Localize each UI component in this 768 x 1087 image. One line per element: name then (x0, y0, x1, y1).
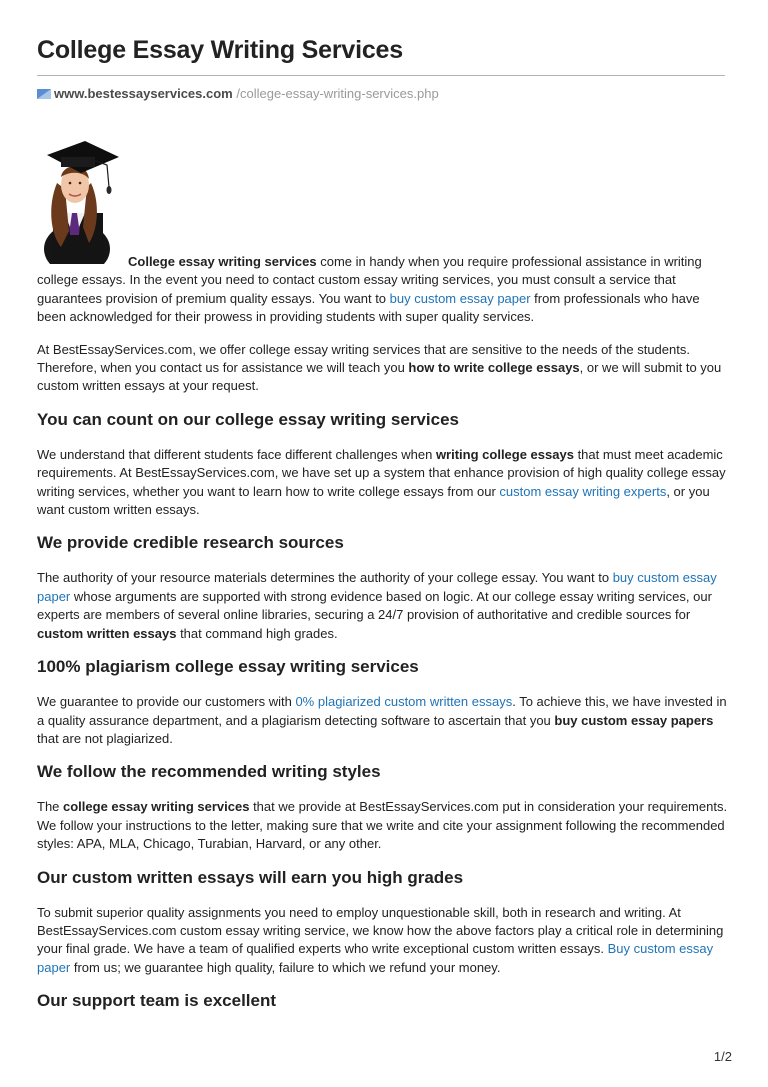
section-heading: We provide credible research sources (37, 533, 344, 553)
paragraph (37, 253, 732, 327)
graduate-photo (37, 127, 125, 264)
section-heading: Our support team is excellent (37, 991, 277, 1011)
text: that are not plagiarized. (37, 730, 173, 746)
emphasis: college essay writing services (63, 799, 250, 815)
buy-custom-essay-paper-link[interactable]: buy custom essay paper (37, 570, 717, 604)
text: To submit superior quality assignments you need to employ unquestionable skill, both in research and writing. At BestEssayServices.com custom essay writing service, we know how the above factors play a critical role in determining your final grade. We have a team of qualified experts who write exceptional custom written essays. (37, 904, 724, 957)
text: from professionals who have been acknowledged for their prowess in providing students with super quality services. (37, 290, 700, 325)
custom-essay-writing-experts-link[interactable]: custom essay writing experts (499, 483, 667, 499)
paragraph (37, 798, 732, 853)
emphasis: buy custom essay papers (554, 712, 714, 728)
paragraph (37, 341, 732, 396)
buy-custom-essay-paper-link[interactable]: buy custom essay paper (389, 290, 531, 306)
link-icon (37, 89, 51, 99)
emphasis: writing college essays (435, 446, 574, 462)
paragraph (37, 904, 732, 978)
title-divider (37, 75, 725, 76)
text: The authority of your resource materials determines the authority of your college essay. You want to (37, 570, 613, 586)
article-body (37, 253, 732, 1027)
paragraph (37, 569, 732, 643)
text: We guarantee to provide our customers with (37, 694, 296, 710)
page-title: College Essay Writing Services (37, 36, 403, 64)
text: come in handy when you require professional assistance in writing college essays. In the event you need to contact custom essay writing services, you must consult a service that guarantees provision of premium quality essays. You want to (37, 254, 702, 306)
emphasis: custom written essays (37, 625, 177, 641)
paragraph (37, 693, 732, 748)
source-domain: www.bestessayservices.com (54, 86, 233, 101)
section-heading: 100% plagiarism college essay writing services (37, 657, 419, 677)
text: that we provide at BestEssayServices.com put in consideration your requirements. We follow your instructions to the letter, making sure that we write and cite your assignment following the recommended styles: APA, MLA, Chicago, Turabian, Harvard, or any other. (37, 799, 728, 852)
source-url[interactable] (37, 86, 439, 101)
source-path: /college-essay-writing-services.php (236, 86, 439, 101)
paragraph (37, 446, 732, 520)
text: whose arguments are supported with strong evidence based on logic. At our college essay writing services, our experts are members of several online libraries, securing a 24/7 provision of authoritative and credible sources for (37, 588, 712, 623)
page-number: 1/2 (713, 1049, 732, 1064)
section-heading: We follow the recommended writing styles (37, 762, 381, 782)
text: , or we will submit to you custom written essays at your request. (37, 360, 722, 394)
text: from us; we guarantee high quality, failure to which we refund your money. (70, 959, 501, 975)
text: At BestEssayServices.com, we offer college essay writing services that are sensitive to the needs of the students. Therefore, when you contact us for assistance we will teach you (37, 341, 690, 376)
text: that command high grades. (176, 625, 338, 641)
plagiarism-free-essays-link[interactable]: 0% plagiarized custom written essays (295, 694, 513, 710)
text: . To achieve this, we have invested in a quality assurance department, and a plagiarism detecting software to ascertain that you (37, 694, 727, 728)
emphasis: College essay writing services (128, 254, 317, 269)
section-heading: You can count on our college essay writing services (37, 409, 459, 429)
buy-custom-essay-paper-link[interactable]: Buy custom essay paper (37, 941, 714, 975)
emphasis: how to write college essays (408, 360, 580, 376)
text: The (37, 799, 64, 815)
text: that must meet academic requirements. At BestEssayServices.com, we have set up a system that enhance provision of high quality college essay writing services, whether you want to learn how to write college essays from our (37, 446, 726, 499)
section-heading: Our custom written essays will earn you high grades (37, 867, 464, 887)
text: We understand that different students face different challenges when (37, 446, 436, 462)
text: , or you want custom written essays. (37, 483, 710, 518)
